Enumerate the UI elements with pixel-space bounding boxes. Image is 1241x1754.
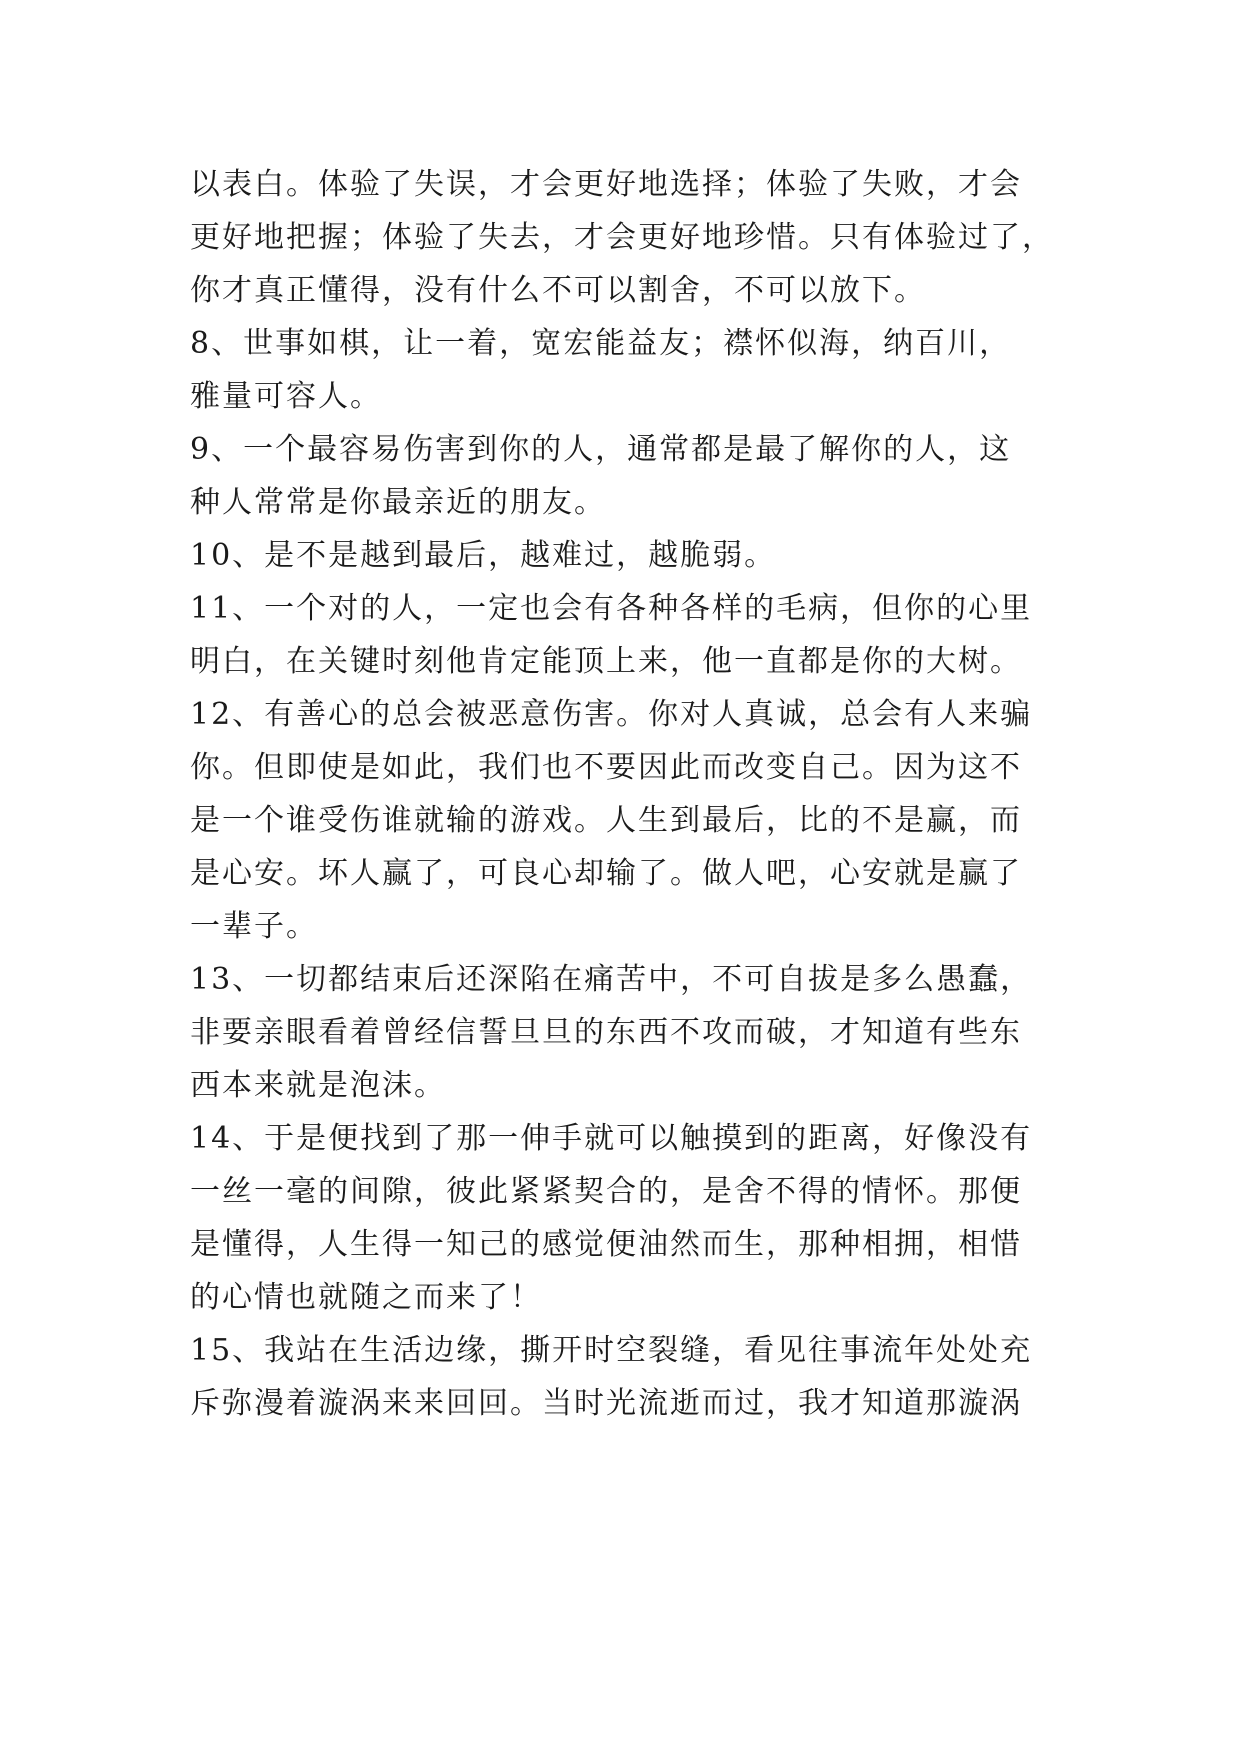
text-line: 的心情也就随之而来了！ xyxy=(190,1280,542,1315)
text-line: 是懂得，人生得一知己的感觉便油然而生，那种相拥，相惜 xyxy=(190,1227,1022,1262)
text-line: 15、我站在生活边缘，撕开时空裂缝，看见往事流年处处充 xyxy=(190,1333,1033,1368)
text-line: 更好地把握；体验了失去，才会更好地珍惜。只有体验过了， xyxy=(190,220,1054,255)
text-line: 一辈子。 xyxy=(190,909,318,944)
text-line: 以表白。体验了失误，才会更好地选择；体验了失败，才会 xyxy=(190,167,1022,202)
text-line: 11、一个对的人，一定也会有各种各样的毛病，但你的心里 xyxy=(190,591,1033,626)
text-line: 非要亲眼看着曾经信誓旦旦的东西不攻而破，才知道有些东 xyxy=(190,1015,1022,1050)
text-line: 9、一个最容易伤害到你的人，通常都是最了解你的人，这 xyxy=(190,432,1012,467)
text-line: 斥弥漫着漩涡来来回回。当时光流逝而过，我才知道那漩涡 xyxy=(190,1386,1022,1421)
text-line: 14、于是便找到了那一伸手就可以触摸到的距离，好像没有 xyxy=(190,1121,1033,1156)
text-line: 13、一切都结束后还深陷在痛苦中，不可自拔是多么愚蠢， xyxy=(190,962,1033,997)
text-line: 你才真正懂得，没有什么不可以割舍，不可以放下。 xyxy=(190,273,926,308)
text-line: 12、有善心的总会被恶意伤害。你对人真诚，总会有人来骗 xyxy=(190,697,1033,732)
text-line: 你。但即使是如此，我们也不要因此而改变自己。因为这不 xyxy=(190,750,1022,785)
text-line: 一丝一毫的间隙，彼此紧紧契合的，是舍不得的情怀。那便 xyxy=(190,1174,1022,1209)
text-line: 是心安。坏人赢了，可良心却输了。做人吧，心安就是赢了 xyxy=(190,856,1022,891)
text-line: 种人常常是你最亲近的朋友。 xyxy=(190,485,606,520)
body-text xyxy=(190,158,1070,1430)
text-line: 雅量可容人。 xyxy=(190,379,382,414)
text-line: 西本来就是泡沫。 xyxy=(190,1068,446,1103)
text-line: 是一个谁受伤谁就输的游戏。人生到最后，比的不是赢，而 xyxy=(190,803,1022,838)
text-line: 10、是不是越到最后，越难过，越脆弱。 xyxy=(190,538,777,573)
text-line: 明白，在关键时刻他肯定能顶上来，他一直都是你的大树。 xyxy=(190,644,1022,679)
text-line: 8、世事如棋，让一着，宽宏能益友；襟怀似海，纳百川， xyxy=(190,326,1012,361)
